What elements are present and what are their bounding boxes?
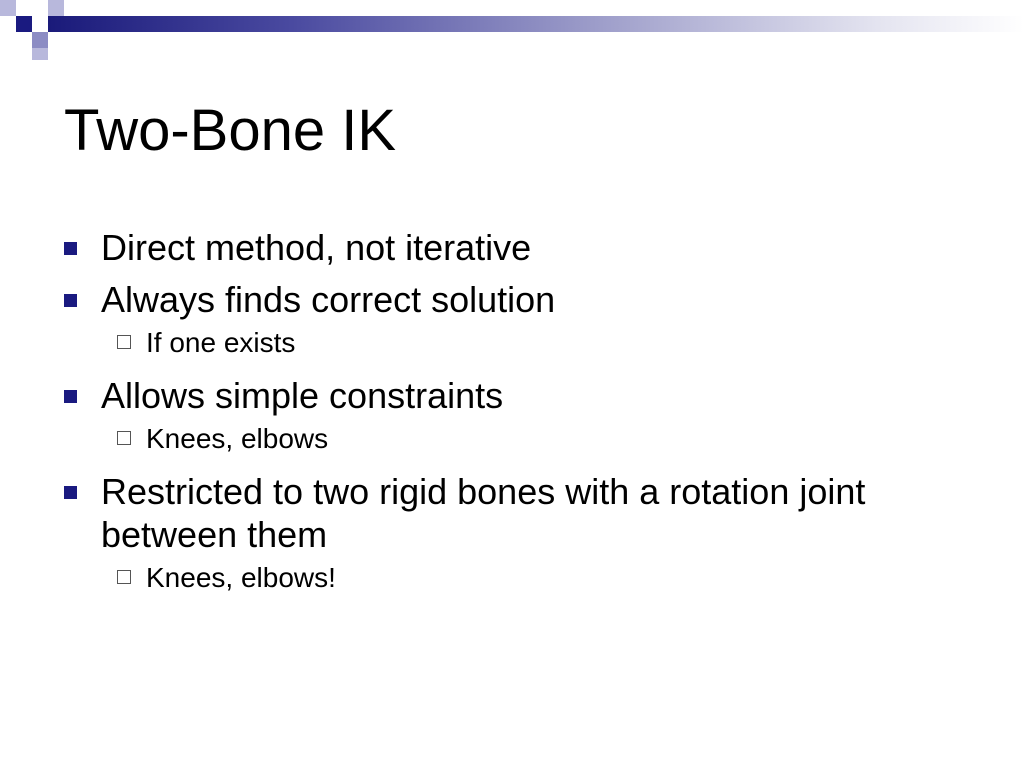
bullet-item: [64, 226, 964, 269]
square-bullet-icon: [64, 242, 77, 255]
sub-bullet-item: [64, 561, 964, 595]
decor-square: [32, 48, 48, 60]
square-bullet-icon: [64, 294, 77, 307]
bullet-text: Allows simple constraints: [101, 375, 504, 416]
hollow-square-bullet-icon: [117, 335, 131, 349]
decor-square: [16, 32, 32, 48]
sub-bullet-item: [64, 422, 964, 456]
bullet-list: [64, 226, 964, 609]
decor-square: [32, 0, 48, 16]
header-decoration: [0, 0, 1024, 48]
square-bullet-icon: [64, 390, 77, 403]
hollow-square-bullet-icon: [117, 431, 131, 445]
square-bullet-icon: [64, 486, 77, 499]
decor-square: [32, 32, 48, 48]
header-gradient-bar: [48, 16, 1024, 32]
sub-bullet-item: [64, 326, 964, 360]
bullet-item: [64, 278, 964, 321]
decor-square: [48, 0, 64, 16]
bullet-item: [64, 470, 964, 556]
decor-square: [16, 16, 32, 32]
decor-square: [32, 16, 48, 32]
bullet-text: Always finds correct solution: [101, 279, 556, 320]
decor-square: [0, 0, 16, 16]
sub-bullet-text: Knees, elbows!: [146, 562, 336, 593]
bullet-text: Direct method, not iterative: [101, 227, 532, 268]
slide-title: Two-Bone IK: [64, 98, 397, 163]
bullet-item: [64, 374, 964, 417]
sub-bullet-text: Knees, elbows: [146, 423, 329, 454]
bullet-text: Restricted to two rigid bones with a rotation joint between them: [101, 471, 866, 555]
sub-bullet-text: If one exists: [146, 327, 296, 358]
hollow-square-bullet-icon: [117, 570, 131, 584]
